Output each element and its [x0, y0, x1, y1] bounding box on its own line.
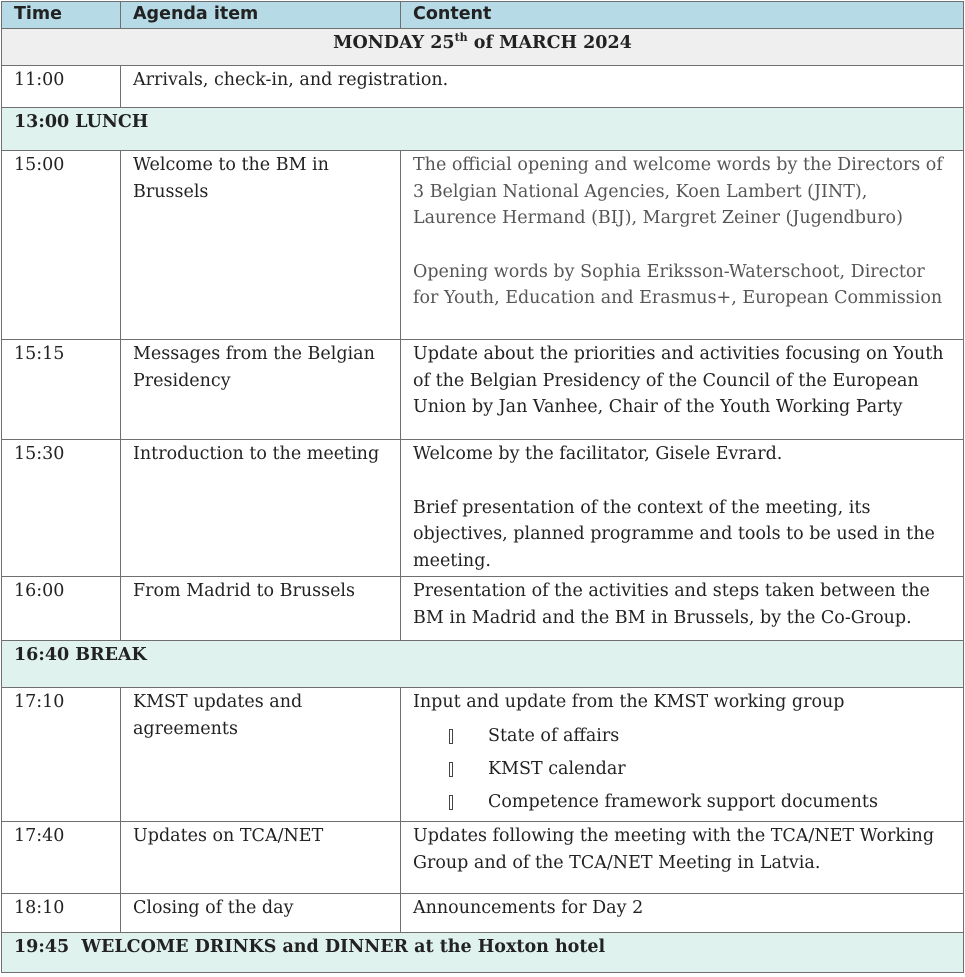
header-time: Time	[2, 2, 121, 29]
break-row	[2, 933, 964, 973]
row-time: 15:15	[2, 340, 121, 440]
content-paragraph: Welcome by the facilitator, Gisele Evrard.	[413, 444, 783, 464]
content-paragraph: Update about the priorities and activities focusing on Youth of the Belgian Presidency of the Council of the European Union by Jan Vanhee, Chair of the Youth Working Party	[413, 344, 944, 417]
agenda-table	[1, 1, 964, 973]
bullet-icon	[449, 795, 453, 810]
row-content	[401, 151, 964, 340]
row-content	[401, 688, 964, 822]
header-agenda-item: Agenda item	[121, 2, 401, 29]
list-item: State of affairs	[413, 720, 951, 753]
row-content	[401, 340, 964, 440]
header-content: Content	[401, 2, 964, 29]
row-time: 15:30	[2, 440, 121, 577]
row-item: Introduction to the meeting	[121, 440, 401, 577]
break-label: 19:45 WELCOME DRINKS and DINNER at the Hoxton hotel	[2, 933, 964, 973]
list-item: Competence framework support documents	[413, 786, 951, 819]
row-time: 17:10	[2, 688, 121, 822]
row-item: KMST updates and agreements	[121, 688, 401, 822]
content-paragraph: Opening words by Sophia Eriksson-Waterschoot, Director for Youth, Education and Erasmus+, European Commission	[413, 261, 943, 308]
break-label: 16:40 BREAK	[2, 641, 964, 688]
content-paragraph: Input and update from the KMST working group	[413, 692, 845, 712]
table-row	[2, 688, 964, 822]
table-row	[2, 151, 964, 340]
row-content	[401, 440, 964, 577]
list-item: KMST calendar	[413, 753, 951, 786]
row-content	[401, 822, 964, 894]
header-row	[2, 2, 964, 29]
row-time: 17:40	[2, 822, 121, 894]
row-time: 16:00	[2, 577, 121, 641]
content-paragraph: Brief presentation of the context of the meeting, its objectives, planned programme and tools to be used in the meeting.	[413, 497, 935, 571]
day-title: MONDAY 25th of MARCH 2024	[2, 29, 964, 66]
bullet-icon	[449, 729, 453, 744]
table-row	[2, 340, 964, 440]
table-row	[2, 440, 964, 577]
row-content	[401, 577, 964, 641]
row-time: 11:00	[2, 66, 121, 108]
table-row	[2, 66, 964, 108]
row-item: From Madrid to Brussels	[121, 577, 401, 641]
row-time: 18:10	[2, 894, 121, 933]
break-row	[2, 108, 964, 151]
table-row	[2, 577, 964, 641]
table-row	[2, 894, 964, 933]
row-item: Closing of the day	[121, 894, 401, 933]
content-paragraph: Announcements for Day 2	[413, 898, 644, 918]
content-paragraph: The official opening and welcome words by the Directors of 3 Belgian National Agencies, Koen Lambert (JINT), Laurence Hermand (BIJ), Margret Zeiner (Jugendburo)	[413, 155, 943, 228]
row-item: Updates on TCA/NET	[121, 822, 401, 894]
bullet-list	[413, 720, 951, 819]
table-row	[2, 822, 964, 894]
row-item: Welcome to the BM in Brussels	[121, 151, 401, 340]
row-text: Arrivals, check-in, and registration.	[121, 66, 964, 108]
day-row	[2, 29, 964, 66]
row-time: 15:00	[2, 151, 121, 340]
content-paragraph: Presentation of the activities and steps taken between the BM in Madrid and the BM in Brussels, by the Co-Group.	[413, 581, 930, 628]
bullet-icon	[449, 762, 453, 777]
row-item: Messages from the Belgian Presidency	[121, 340, 401, 440]
break-label: 13:00 LUNCH	[2, 108, 964, 151]
row-content	[401, 894, 964, 933]
content-paragraph: Updates following the meeting with the TCA/NET Working Group and of the TCA/NET Meeting in Latvia.	[413, 826, 935, 873]
break-row	[2, 641, 964, 688]
